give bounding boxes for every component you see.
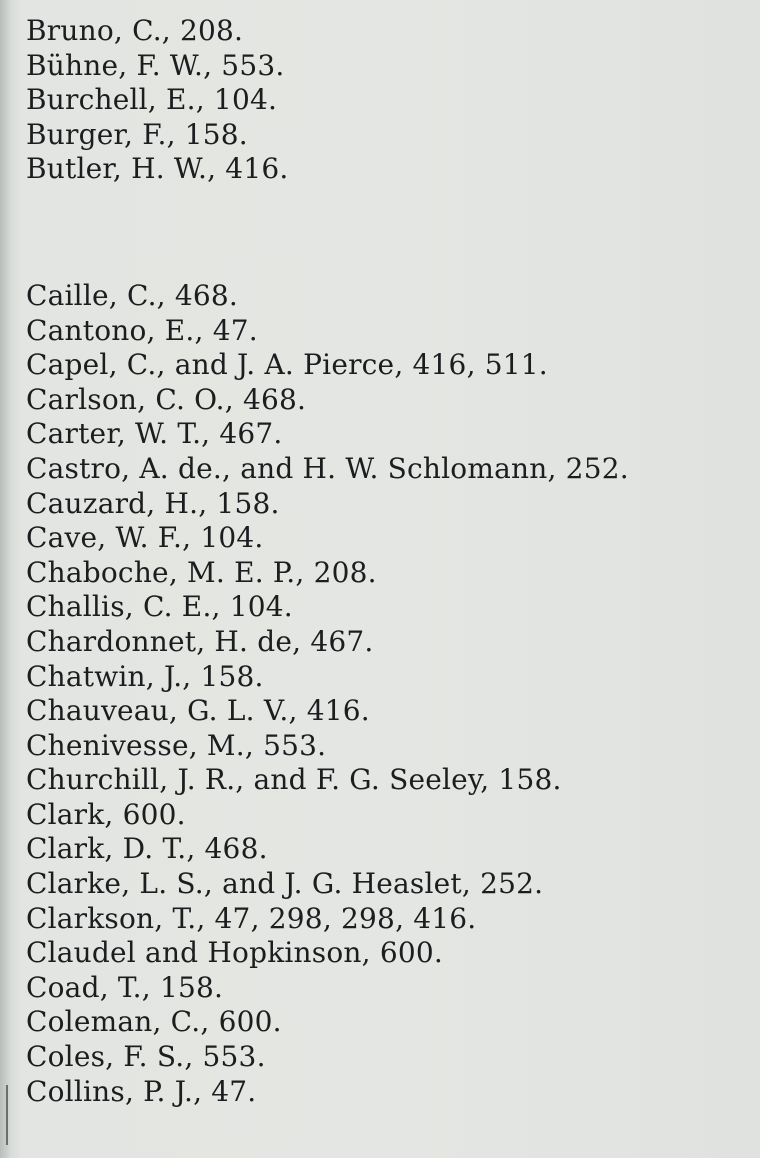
index-entry: Challis, C. E., 104. [26,590,293,624]
page-binding-edge [0,0,10,1158]
index-entry: Castro, A. de., and H. W. Schlomann, 252. [26,451,629,485]
index-entry: Churchill, J. R., and F. G. Seeley, 158. [26,763,562,797]
index-entry: Carter, W. T., 467. [26,417,283,451]
index-entry: Burchell, E., 104. [26,83,278,117]
index-entry: Cave, W. F., 104. [26,521,264,555]
index-entry: Claudel and Hopkinson, 600. [26,936,443,970]
index-entry: Chaboche, M. E. P., 208. [26,555,377,589]
index-entry: Cauzard, H., 158. [26,486,280,520]
index-entry: Chauveau, G. L. V., 416. [26,694,370,728]
margin-rule [6,1085,8,1145]
letter-group-gap [26,187,629,279]
index-entry: Coad, T., 158. [26,970,224,1004]
index-entry: Collins, P. J., 47. [26,1074,257,1108]
index-entry: Cantono, E., 47. [26,313,258,347]
index-entry: Coles, F. S., 553. [26,1040,266,1074]
index-entry: Chenivesse, M., 553. [26,728,327,762]
index-entry: Capel, C., and J. A. Pierce, 416, 511. [26,348,548,382]
index-entry: Bühne, F. W., 553. [26,48,285,82]
index-entry: Carlson, C. O., 468. [26,382,307,416]
name-index-list [26,14,629,1109]
index-entry: Burger, F., 158. [26,117,248,151]
index-entry: Clark, 600. [26,797,186,831]
index-entry: Clarke, L. S., and J. G. Heaslet, 252. [26,867,544,901]
index-entry: Bruno, C., 208. [26,14,244,47]
index-entry: Chardonnet, H. de, 467. [26,624,374,658]
index-entry: Chatwin, J., 158. [26,659,264,693]
index-entry: Coleman, C., 600. [26,1005,282,1039]
index-entry: Clarkson, T., 47, 298, 298, 416. [26,901,477,935]
index-entry: Butler, H. W., 416. [26,152,289,186]
index-entry: Clark, D. T., 468. [26,832,268,866]
index-entry: Caille, C., 468. [26,278,239,312]
